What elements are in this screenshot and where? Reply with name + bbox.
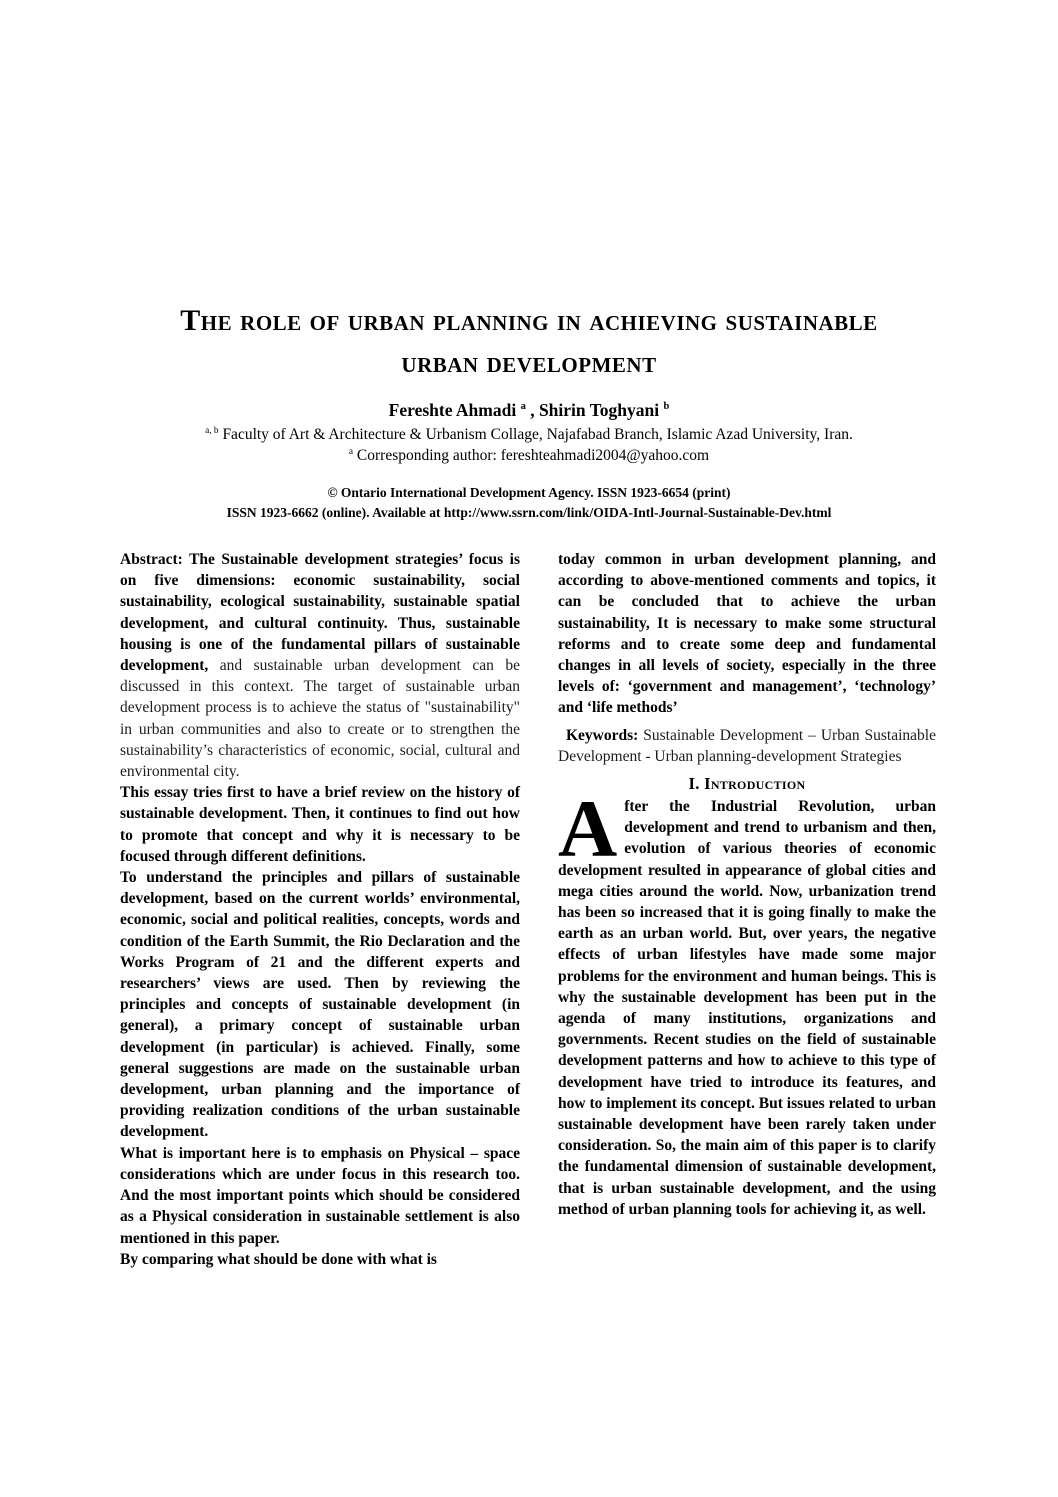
copyright-notice — [0, 483, 1058, 523]
author-1: Fereshte Ahmadi — [388, 400, 521, 420]
abstract-paragraph: Abstract: The Sustainable development strategies’ focus is on five dimensions: economic sustainability, social sustainability, ecological sustainability, sustainable spatial development, and cultural continuity. Thus, sustainable housing is one of the fundamental pillars of sustainable development, and sustainable urban development can be discussed in this context. The target of sustainable urban development process is to achieve the status of "sustainability" in urban communities and also to create or to strengthen the sustainability’s characteristics of economic, social, cultural and environmental city. — [120, 551, 521, 781]
introduction-heading: I. Introduction — [688, 774, 806, 794]
keywords-label: Keywords: — [566, 726, 644, 744]
abstract-essay-overview-paragraph: This essay tries first to have a brief review on the history of sustainable development. Then, it continues to find out how to promote that concept and why it is necessary to be focused through different definitions. — [120, 784, 520, 865]
paper-title — [0, 0, 1058, 384]
author-2: , Shirin Toghyani — [525, 400, 664, 420]
keywords-paragraph: Keywords: Sustainable Development – Urban Sustainable Development - Urban planning-development Strategies — [558, 726, 936, 765]
corresponding-author-line: $^a$ Corresponding author: fereshteahmadi2004@yahoo.com — [348, 446, 710, 464]
paper-title-line-1: The role of urban planning in achieving sustainable — [180, 304, 878, 337]
abstract-continuation-paragraph: today common in urban development planning, and according to above-mentioned comments and topics, it can be concluded that to achieve the urban sustainability, It is necessary to make some structural reforms and to create some deep and fundamental changes in all levels of society, especially in the three levels of: ‘government and management’, ‘technology’ and ‘life methods’ — [558, 551, 936, 717]
abstract-label: Abstract: — [120, 551, 190, 568]
copyright-line-2: ISSN 1923-6662 (online). Available at http://www.ssrn.com/link/OIDA-Intl-Journal-Sustainable-Dev.html — [226, 505, 832, 520]
dropcap-letter: A — [558, 783, 618, 875]
abstract-methodology-paragraph: To understand the principles and pillars of sustainable development, based on the current worlds’ environmental, economic, social and political realities, concepts, words and condition of the Earth Summit, the Rio Declaration and the Works Program of 21 and the different experts and researchers’ views are used. Then by reviewing the principles and concepts of sustainable development (in general), a primary concept of sustainable urban development (in particular) is achieved. Finally, some general suggestions are made on the sustainable urban development, urban planning and the importance of providing realization conditions of the urban sustainable development. — [120, 869, 520, 1141]
introduction-text: fter the Industrial Revolution, urban development and trend to urbanism and then, evolution of various theories of economic development resulted in appearance of global cities and mega cities around the world. Now, urbanization trend has been so increased that it is going finally to make the earth as an urban world. But, over years, the negative effects of urban lifestyles have made some major problems for the environment and human beings. This is why the sustainable development has been put in the agenda of many institutions, organizations and governments. Recent studies on the field of sustainable development patterns and how to achieve to this type of development have tried to introduce its features, and how to implement its concept. But issues related to urban sustainable development have been rarely taken under consideration. So, the main aim of this paper is to clarify the fundamental dimension of sustainable development, that is urban sustainable development, and the using method of urban planning tools for achieving it, as well. — [558, 798, 936, 1218]
left-column — [120, 549, 520, 1270]
paper-title-line-2: urban development — [401, 346, 657, 379]
abstract-physical-space-paragraph: What is important here is to emphasis on Physical – space considerations which are under focus in this research too. And the most important points which should be considered as a Physical consideration in sustainable settlement is also mentioned in this paper. — [120, 1144, 520, 1247]
authors-line: Fereshte Ahmadi $^a$ , Shirin Toghyani $^b$ — [388, 400, 670, 420]
right-column — [558, 549, 936, 1270]
two-column-body — [0, 549, 1058, 1270]
affiliation-line: $^{a, b}$ Faculty of Art & Architecture & Urbanism Collage, Najafabad Branch, Islamic Azad University, Iran. — [205, 425, 853, 443]
copyright-line-1: © Ontario International Development Agency. ISSN 1923-6654 (print) — [327, 485, 731, 500]
abstract-column-break-line: By comparing what should be done with what is — [120, 1250, 437, 1268]
